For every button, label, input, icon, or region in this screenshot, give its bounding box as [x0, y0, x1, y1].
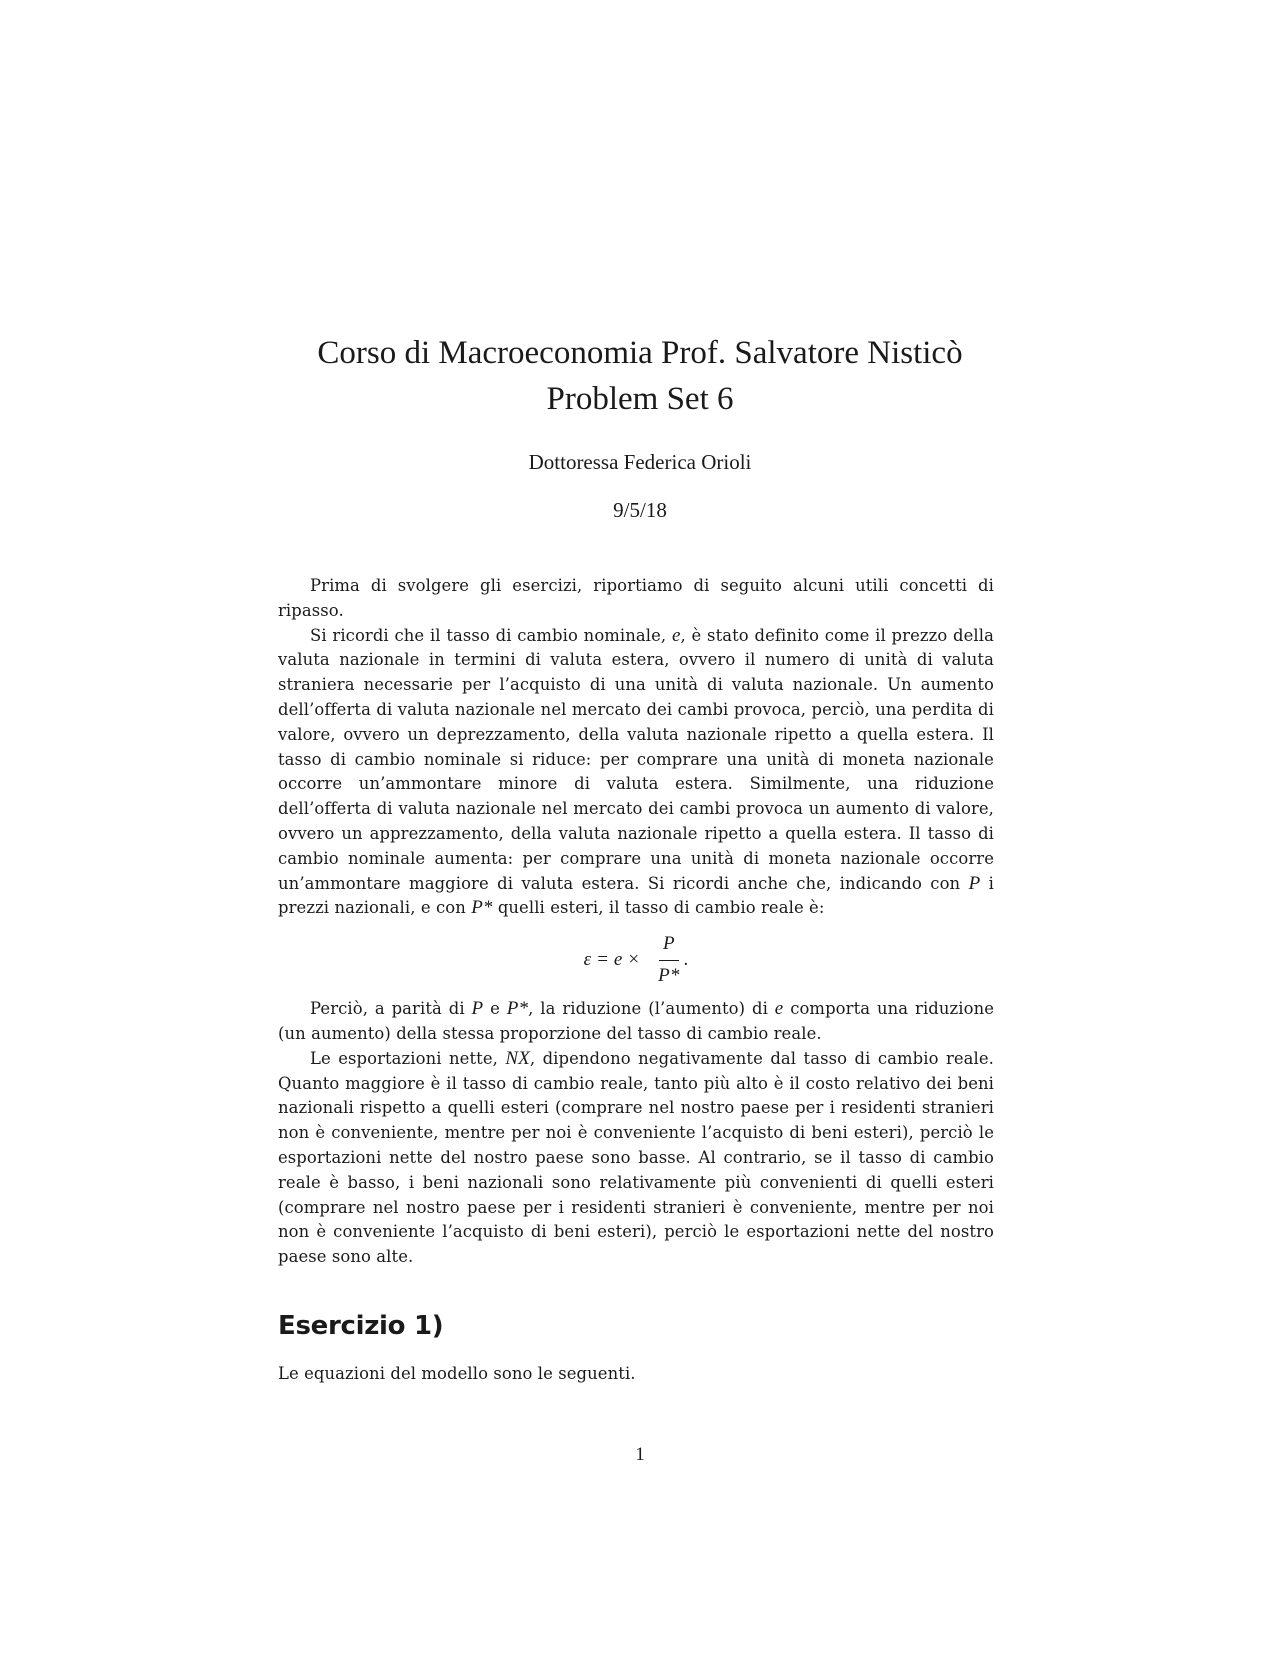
date: 9/5/18	[613, 498, 667, 522]
author: Dottoressa Federica Orioli	[528, 450, 752, 474]
equation-trail: .	[683, 948, 689, 970]
math-NX: NX	[505, 1047, 530, 1069]
title-line-2: Problem Set 6	[546, 381, 734, 417]
title-line-1: Corso di Macroeconomia Prof. Salvatore Nisticò	[317, 335, 963, 371]
math-e: e	[774, 998, 784, 1020]
paragraph-model-equations: Le equazioni del modello sono le seguenti.	[278, 1363, 636, 1383]
math-e: e	[671, 624, 681, 646]
equation-lhs: ε = e ×	[583, 948, 641, 970]
document-title	[220, 330, 1060, 422]
math-P-star: P*	[471, 897, 493, 919]
paragraph-net-exports: Le esportazioni nette, NX, dipendono negativamente dal tasso di cambio reale. Quanto maggiore è il tasso di cambio reale, tanto più alto è il costo relativo dei beni nazionali rispetto a quelli esteri (comprare nel nostro paese per i residenti stranieri non è conveniente, mentre per noi è conveniente l’acquisto di beni esteri), perciò le esportazioni nette del nostro paese sono basse. Al contrario, se il tasso di cambio reale è basso, i beni nazionali sono relativamente più convenienti di quelli esteri (comprare nel nostro paese per i residenti stranieri è conveniente, mentre per noi non è conveniente l’acquisto di beni esteri), perciò le esportazioni nette del nostro paese sono alte.	[278, 1047, 994, 1267]
section-heading-esercizio-1: Esercizio 1)	[278, 1310, 444, 1341]
equation-fraction	[654, 932, 683, 989]
paragraph-intro: Prima di svolgere gli esercizi, riportiamo di seguito alcuni utili concetti di ripasso.	[278, 576, 994, 620]
math-P: P	[968, 872, 981, 894]
equation-numerator: P	[659, 932, 679, 961]
body-text	[278, 574, 994, 1387]
math-P: P	[471, 998, 484, 1020]
page-number: 1	[635, 1444, 645, 1465]
math-P-star: P*	[506, 998, 529, 1020]
real-exchange-rate-equation	[278, 925, 994, 995]
title-block	[220, 330, 1060, 524]
paragraph-parity: Perciò, a parità di P e P*, la riduzione (l’aumento) di e comporta una riduzione (un aumento) della stessa proporzione del tasso di cambio reale.	[278, 998, 995, 1043]
paragraph-nominal-exchange-rate: Si ricordi che il tasso di cambio nominale, e, è stato definito come il prezzo della valuta nazionale in termini di valuta estera, ovvero il numero di unità di valuta straniera necessarie per l’acquisto di una unità di valuta nazionale. Un aumento dell’offerta di valuta nazionale nel mercato dei cambi provoca, perciò, una perdita di valore, ovvero un deprezzamento, della valuta nazionale ripetto a quella estera. Il tasso di cambio nominale si riduce: per comprare una unità di moneta nazionale occorre un’ammontare minore di valuta estera. Similmente, una riduzione dell’offerta di valuta nazionale nel mercato dei cambi provoca un aumento di valore, ovvero un apprezzamento, della valuta nazionale ripetto a quella estera. Il tasso di cambio nominale aumenta: per comprare una unità di moneta nazionale occorre un’ammontare maggiore di valuta estera. Si ricordi anche che, indicando con P i prezzi nazionali, e con P* quelli esteri, il tasso di cambio reale è:	[278, 624, 994, 919]
equation-denominator: P*	[658, 964, 680, 986]
